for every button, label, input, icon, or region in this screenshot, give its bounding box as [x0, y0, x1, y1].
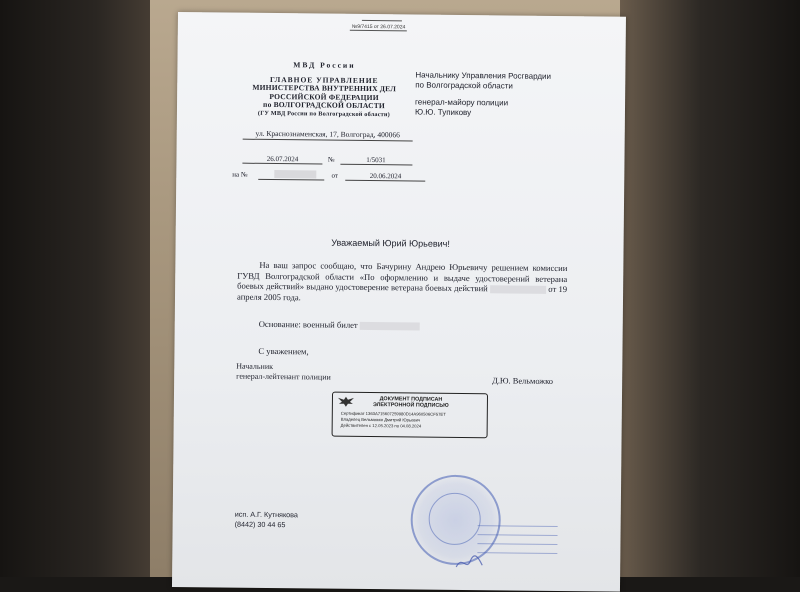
ministry-line: МИНИСТЕРСТВА ВНУТРЕННИХ ДЕЛ: [252, 82, 397, 94]
executor-phone: (8442) 30 44 65: [234, 519, 286, 530]
reference-number-field: [258, 171, 324, 181]
esign-title: ДОКУМЕНТ ПОДПИСАН ЭЛЕКТРОННОЙ ПОДПИСЬЮ: [373, 396, 449, 409]
salutation: Уважаемый Юрий Юрьевич!: [331, 237, 450, 249]
esign-validity: Действителен с 12.05.2023 по 04.08.2024: [340, 423, 422, 429]
body-text-part1: На ваш запрос сообщаю, что Бачурину Андрею Юрьевичу решением комиссии ГУВД Волгоградской области «По оформлению и выдаче удостоверений ветерана боевых действий» выдано удостоверение ветерана боевых действий: [237, 259, 568, 294]
ministry-line: РОССИЙСКОЙ ФЕДЕРАЦИИ: [269, 91, 379, 102]
reference-prefix: на №: [232, 170, 248, 179]
recipient-block: [415, 70, 595, 118]
body-text-part2: от 19 апреля 2005 года.: [236, 284, 568, 303]
esign-details: [341, 411, 446, 431]
background-right: [620, 0, 800, 577]
electronic-signature-stamp: [332, 392, 488, 439]
outgoing-number: 1/5031: [340, 156, 412, 166]
redaction-box: [490, 286, 546, 295]
ministry-header: [229, 61, 420, 121]
executor-contact: [235, 510, 298, 531]
ministry-line: (ГУ МВД России по Волгоградской области): [257, 109, 390, 119]
ministry-address: ул. Краснознаменская, 17, Волгоград, 400066: [243, 129, 413, 142]
reference-from-label: от: [331, 171, 339, 180]
basis-text: Основание: военный билет: [258, 318, 358, 330]
recipient-line: генерал-майору полиции: [415, 97, 509, 108]
redaction-box: [274, 170, 316, 178]
eagle-emblem-icon: [337, 396, 355, 408]
redaction-box: [360, 322, 420, 331]
reference-date: 20.06.2024: [345, 172, 425, 182]
signer-title: [236, 362, 331, 383]
handwritten-signature: [454, 553, 484, 571]
recipient-line: Ю.Ю. Тупикову: [414, 106, 472, 117]
esign-owner: Владелец Вельможко Дмитрий Юрьевич: [340, 416, 421, 423]
ministry-line: ГЛАВНОЕ УПРАВЛЕНИЕ: [269, 74, 379, 85]
outgoing-number-row: [242, 155, 412, 166]
letter-body: [237, 260, 567, 306]
letter-sheet: [172, 12, 626, 592]
reference-row: [232, 171, 425, 182]
recipient-line: по Волгоградской области: [415, 79, 513, 91]
closing-regards: С уважением,: [258, 345, 309, 357]
ministry-line: МВД России: [293, 60, 356, 70]
background-left: [0, 0, 160, 577]
signer-name: Д.Ю. Вельможко: [492, 376, 554, 386]
registration-stamp: №9/7415 от 26.07.2024: [350, 20, 408, 32]
executor-name: исп. А.Г. Кутнякова: [234, 509, 298, 520]
signer-title-line: генерал-лейтенант полиции: [236, 371, 331, 382]
signer-title-line: Начальник: [236, 361, 274, 372]
recipient-line: Начальнику Управления Росгвардии: [415, 70, 552, 81]
seal-stamp-lines: [477, 525, 557, 562]
esign-certificate: Сертификат 1363A715607259980D14A960506CF57ET: [340, 410, 446, 417]
number-sign: №: [327, 155, 335, 164]
basis-line: [259, 319, 420, 331]
outgoing-date: 26.07.2024: [242, 155, 322, 165]
ministry-line: по ВОЛГОГРАДСКОЙ ОБЛАСТИ: [263, 100, 386, 111]
